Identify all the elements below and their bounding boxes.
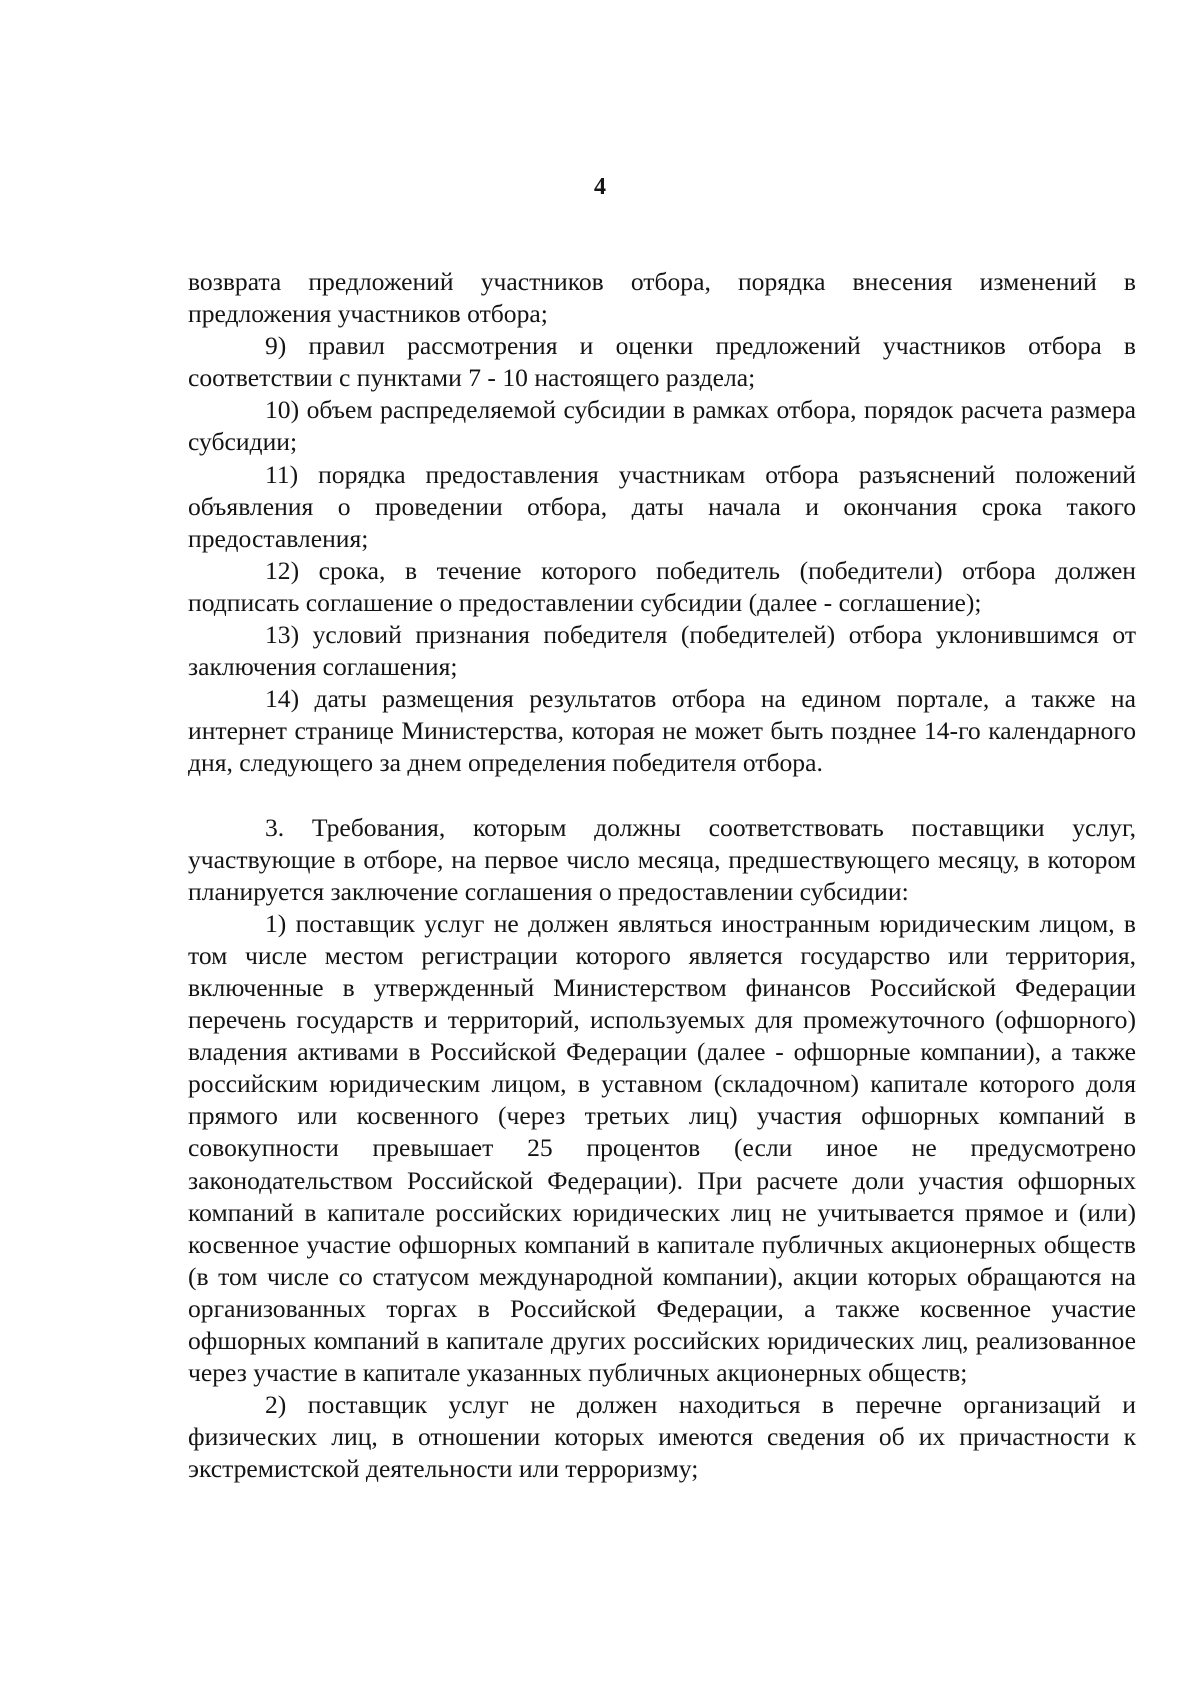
- requirement-item-1: 1) поставщик услуг не должен являться иностранным юридическим лицом, в том числе местом регистрации которого является государство или территория, включенные в утвержденный Министерством финансов Российской Федерации перечень государств и территорий, используемых для промежуточного (офшорного) владения активами в Российской Федерации (далее - офшорные компании), а также российским юридическим лицом, в уставном (складочном) капитале которого доля прямого или косвенного (через третьих лиц) участия офшорных компаний в совокупности превышает 25 процентов (если иное не предусмотрено законодательством Российской Федерации). При расчете доли участия офшорных компаний в капитале российских юридических лиц не учитывается прямое и (или) косвенное участие офшорных компаний в капитале публичных акционерных обществ (в том числе со статусом международной компании), акции которых обращаются на организованных торгах в Российской Федерации, а также косвенное участие офшорных компаний в капитале других российских юридических лиц, реализованное через участие в капитале указанных публичных акционерных обществ;: [188, 908, 1136, 1388]
- paragraph-continuation: возврата предложений участников отбора, порядка внесения изменений в предложения участников отбора;: [188, 267, 1136, 329]
- document-body: [188, 266, 1136, 1485]
- section-3-heading-paragraph: 3. Требования, которым должны соответствовать поставщики услуг, участвующие в отборе, на первое число месяца, предшествующего месяцу, в котором планируется заключение соглашения о предоставлении субсидии:: [188, 812, 1136, 906]
- list-item-13: 13) условий признания победителя (победителей) отбора уклонившимся от заключения соглашения;: [188, 620, 1136, 682]
- list-item-14: 14) даты размещения результатов отбора на едином портале, а также на интернет странице Министерства, которая не может быть позднее 14-го календарного дня, следующего за днем определения победителя отбора.: [188, 684, 1136, 778]
- list-item-10: 10) объем распределяемой субсидии в рамках отбора, порядок расчета размера субсидии;: [188, 395, 1136, 457]
- list-item-9: 9) правил рассмотрения и оценки предложений участников отбора в соответствии с пунктами 7 - 10 настоящего раздела;: [188, 331, 1136, 393]
- page-number: 4: [594, 174, 606, 200]
- list-item-12: 12) срока, в течение которого победитель (победители) отбора должен подписать соглашение о предоставлении субсидии (далее - соглашение);: [188, 555, 1136, 617]
- list-item-11: 11) порядка предоставления участникам отбора разъяснений положений объявления о проведении отбора, даты начала и окончания срока такого предоставления;: [188, 459, 1136, 553]
- requirement-item-2: 2) поставщик услуг не должен находиться в перечне организаций и физических лиц, в отношении которых имеются сведения об их причастности к экстремистской деятельности или терроризму;: [188, 1390, 1136, 1484]
